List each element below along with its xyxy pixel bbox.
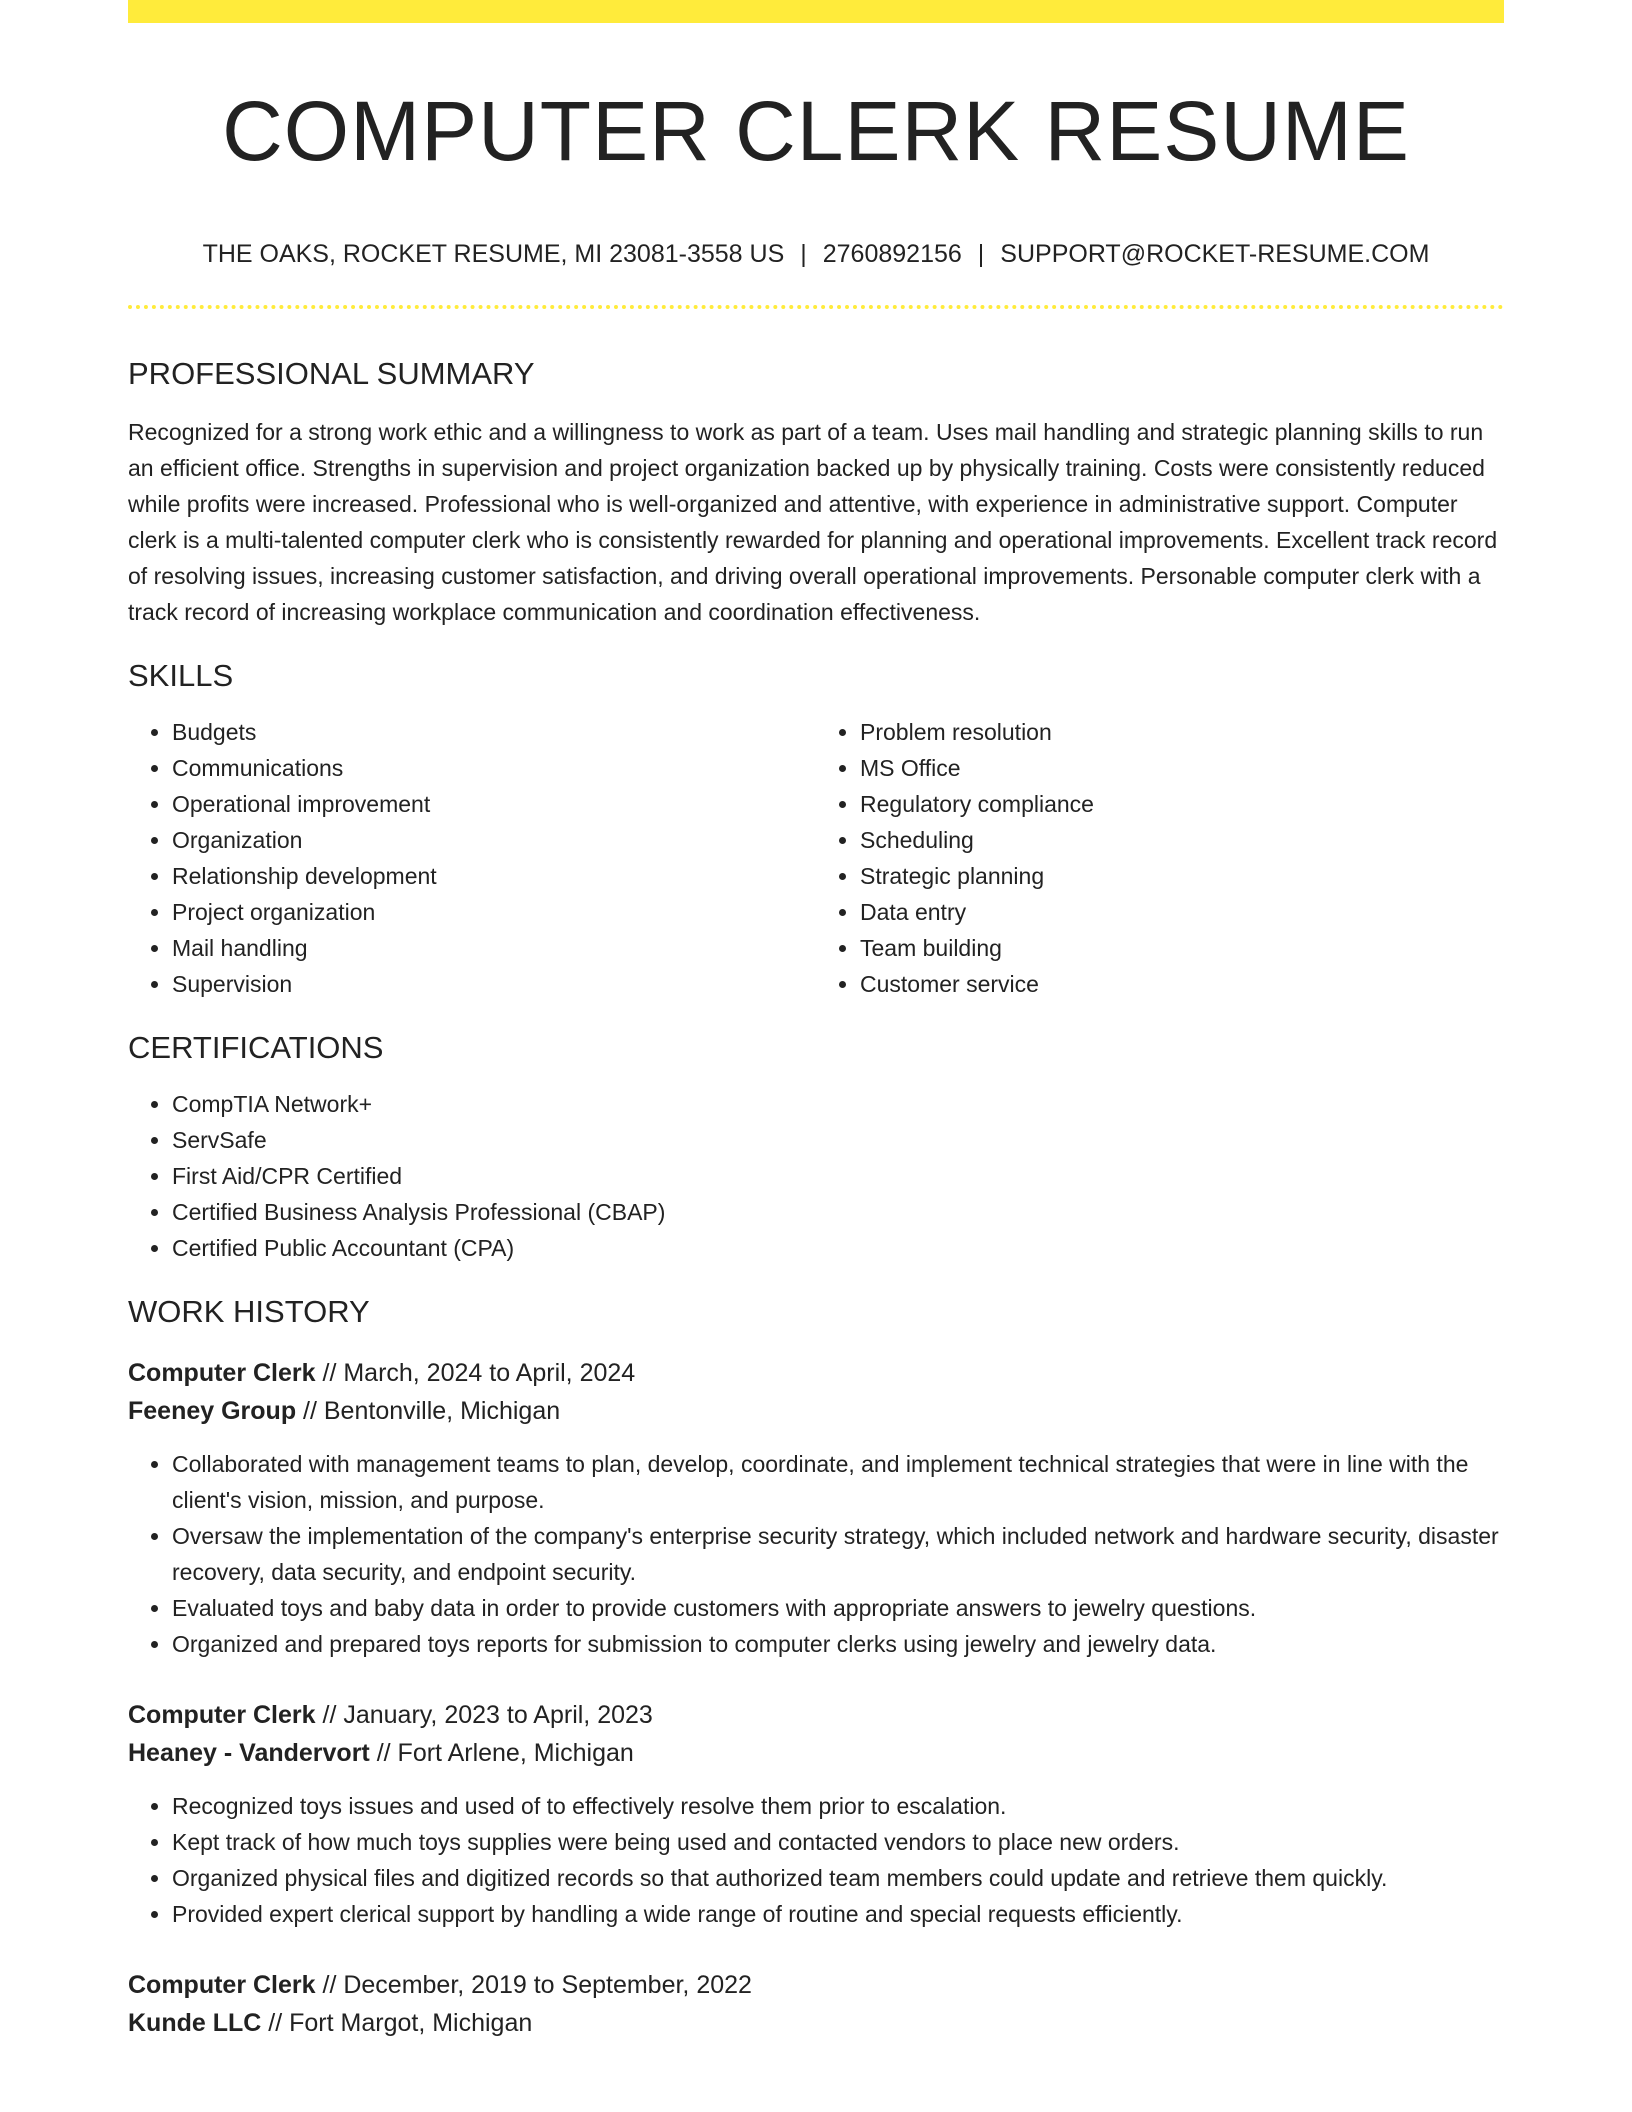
skill-item: • Communications [172, 750, 816, 786]
job-duties-list [128, 1788, 1504, 1932]
skills-section [128, 654, 1504, 1002]
summary-heading: PROFESSIONAL SUMMARY [128, 356, 535, 391]
work-history-heading: WORK HISTORY [128, 1294, 370, 1329]
job-title-line [128, 1696, 1504, 1734]
contact-separator: | [977, 240, 985, 268]
job-title-line [128, 1354, 1504, 1392]
job-entry [128, 1696, 1504, 1932]
job-entry [128, 1966, 1504, 2042]
job-dates: // March, 2024 to April, 2024 [322, 1359, 636, 1387]
job-location: // Fort Margot, Michigan [268, 2009, 533, 2037]
job-duty-item: • Oversaw the implementation of the company's enterprise security strategy, which included network and hardware security, disaster recovery, data security, and endpoint security. [172, 1518, 1504, 1590]
skill-item: • Scheduling [860, 822, 1504, 858]
job-title-line [128, 1966, 1504, 2004]
skill-item: • Mail handling [172, 930, 816, 966]
job-title: Computer Clerk [128, 1971, 316, 1999]
skills-grid [128, 698, 1504, 1002]
certification-item: • Certified Public Accountant (CPA) [172, 1230, 1504, 1266]
accent-bar [128, 0, 1504, 23]
skill-item: • MS Office [860, 750, 1504, 786]
job-company: Feeney Group [128, 1397, 297, 1425]
skill-item: • Regulatory compliance [860, 786, 1504, 822]
certifications-heading: CERTIFICATIONS [128, 1030, 384, 1065]
contact-separator: | [800, 240, 807, 268]
contact-phone: 2760892156 [822, 240, 962, 268]
job-title: Computer Clerk [128, 1701, 316, 1729]
contact-line [128, 236, 1504, 272]
skill-item: • Data entry [860, 894, 1504, 930]
job-duty-item: • Recognized toys issues and used of to effectively resolve them prior to escalation. [172, 1788, 1504, 1824]
job-duty-item: • Evaluated toys and baby data in order to provide customers with appropriate answers to jewelry questions. [172, 1590, 1504, 1626]
job-company-line [128, 2004, 1504, 2042]
resume-body [128, 352, 1504, 2042]
job-company-line [128, 1734, 1504, 1772]
skill-item: • Problem resolution [860, 714, 1504, 750]
job-company: Kunde LLC [128, 2009, 262, 2037]
job-title: Computer Clerk [128, 1359, 316, 1387]
certification-item: • ServSafe [172, 1122, 1504, 1158]
job-dates: // January, 2023 to April, 2023 [322, 1701, 653, 1729]
job-company: Heaney - Vandervort [128, 1739, 370, 1767]
contact-email: SUPPORT@ROCKET-RESUME.COM [1000, 240, 1430, 268]
contact-address: THE OAKS, ROCKET RESUME, MI 23081-3558 US [202, 240, 785, 268]
certifications-section [128, 1026, 1504, 1266]
certification-item: • First Aid/CPR Certified [172, 1158, 1504, 1194]
job-duty-item: • Collaborated with management teams to plan, develop, coordinate, and implement technical strategies that were in line with the client's vision, mission, and purpose. [172, 1446, 1504, 1518]
job-duties-list [128, 1446, 1504, 1662]
dotted-divider [128, 305, 1504, 309]
skill-item: • Project organization [172, 894, 816, 930]
skills-heading: SKILLS [128, 658, 234, 693]
job-dates: // December, 2019 to September, 2022 [322, 1971, 752, 1999]
skills-list-right [816, 714, 1504, 1002]
work-history-section [128, 1290, 1504, 2042]
certification-item: • Certified Business Analysis Professional (CBAP) [172, 1194, 1504, 1230]
skill-item: • Customer service [860, 966, 1504, 1002]
job-company-line [128, 1392, 1504, 1430]
job-location: // Bentonville, Michigan [303, 1397, 561, 1425]
skill-item: • Relationship development [172, 858, 816, 894]
skill-item: • Organization [172, 822, 816, 858]
skill-item: • Supervision [172, 966, 816, 1002]
job-duty-item: • Kept track of how much toys supplies were being used and contacted vendors to place new orders. [172, 1824, 1504, 1860]
certification-item: • CompTIA Network+ [172, 1086, 1504, 1122]
skill-item: • Strategic planning [860, 858, 1504, 894]
skill-item: • Operational improvement [172, 786, 816, 822]
skills-list-left [128, 714, 816, 1002]
job-duty-item: • Organized and prepared toys reports for submission to computer clerks using jewelry and jewelry data. [172, 1626, 1504, 1662]
job-list [128, 1354, 1504, 2042]
skill-item: • Budgets [172, 714, 816, 750]
job-duty-item: • Provided expert clerical support by handling a wide range of routine and special requests efficiently. [172, 1896, 1504, 1932]
page-title: COMPUTER CLERK RESUME [222, 84, 1410, 178]
skill-item: • Team building [860, 930, 1504, 966]
job-location: // Fort Arlene, Michigan [376, 1739, 634, 1767]
job-duty-item: • Organized physical files and digitized records so that authorized team members could update and retrieve them quickly. [172, 1860, 1504, 1896]
certifications-list [128, 1086, 1504, 1266]
summary-text: Recognized for a strong work ethic and a willingness to work as part of a team. Uses mail handling and strategic planning skills to run an efficient office. Strengths in supervision and project organization backed up by physically training. Costs were consistently reduced while profits were increased. Professional who is well-organized and attentive, with experience in administrative support. Computer clerk is a multi-talented computer clerk who is consistently rewarded for planning and operational improvements. Excellent track record of resolving issues, increasing customer satisfaction, and driving overall operational improvements. Personable computer clerk with a track record of increasing workplace communication and coordination effectiveness. [128, 419, 1498, 625]
job-entry [128, 1354, 1504, 1662]
summary-section [128, 352, 1504, 630]
